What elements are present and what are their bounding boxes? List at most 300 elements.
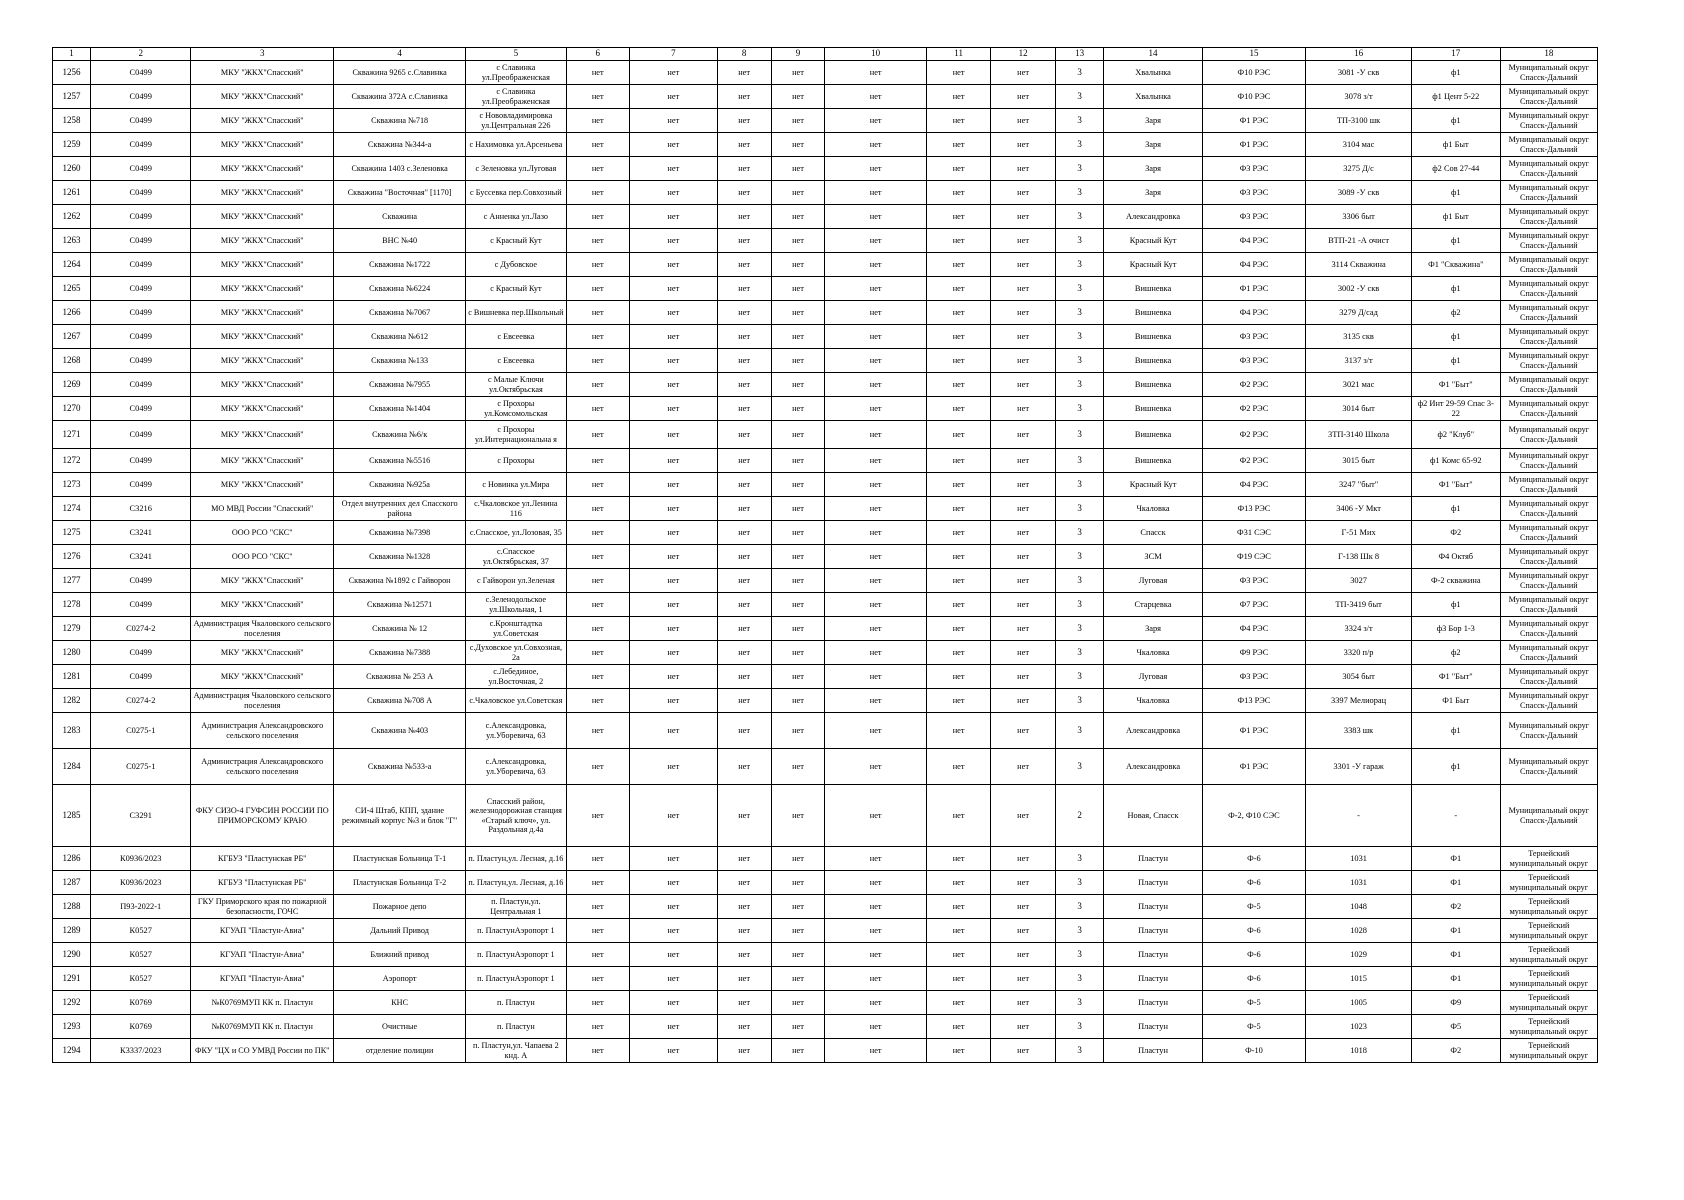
table-cell: ЗСМ	[1104, 545, 1202, 569]
table-cell: нет	[629, 689, 717, 713]
table-cell: Муниципальный округ Спасск-Дальний	[1500, 109, 1597, 133]
table-cell: 3	[1055, 847, 1104, 871]
table-cell: Муниципальный округ Спасск-Дальний	[1500, 749, 1597, 785]
table-cell: нет	[629, 521, 717, 545]
table-row	[53, 1039, 1598, 1063]
table-cell: Вишневка	[1104, 397, 1202, 421]
table-cell: 3	[1055, 109, 1104, 133]
table-cell: 3027	[1306, 569, 1412, 593]
table-cell: Ближний привод	[334, 943, 466, 967]
table-cell: нет	[926, 895, 990, 919]
table-cell: нет	[717, 593, 771, 617]
table-cell: нет	[825, 617, 926, 641]
table-cell: нет	[926, 61, 990, 85]
table-cell: нет	[629, 569, 717, 593]
table-cell: Скважина №708 А	[334, 689, 466, 713]
table-cell: Администрация Чкаловского сельского поселения	[191, 689, 334, 713]
table-cell: 3	[1055, 545, 1104, 569]
table-cell: нет	[566, 325, 629, 349]
table-row	[53, 665, 1598, 689]
table-cell: нет	[771, 301, 825, 325]
table-cell: 1275	[53, 521, 91, 545]
table-cell: К0527	[91, 919, 191, 943]
column-header: 14	[1104, 48, 1202, 61]
table-cell: с Буссевка пер.Совхозный	[466, 181, 566, 205]
table-cell: Муниципальный округ Спасск-Дальний	[1500, 713, 1597, 749]
table-body	[53, 61, 1598, 1063]
table-cell: ф2 Инт 29-59 Спас 3-22	[1411, 397, 1500, 421]
table-cell: нет	[825, 943, 926, 967]
table-cell: 1005	[1306, 991, 1412, 1015]
table-cell: 1267	[53, 325, 91, 349]
table-cell: нет	[991, 421, 1055, 449]
table-cell: нет	[825, 1015, 926, 1039]
table-cell: 3301 -У гараж	[1306, 749, 1412, 785]
table-cell: 3	[1055, 1039, 1104, 1063]
table-cell: Пластун	[1104, 1015, 1202, 1039]
table-cell: нет	[825, 61, 926, 85]
table-cell: Ф31 СЭС	[1202, 521, 1306, 545]
table-cell: нет	[991, 545, 1055, 569]
table-cell: п. Пластун,ул. Лесная, д.16	[466, 847, 566, 871]
table-cell: 3	[1055, 349, 1104, 373]
table-row	[53, 545, 1598, 569]
table-row	[53, 229, 1598, 253]
table-cell: 3014 быт	[1306, 397, 1412, 421]
table-cell: нет	[991, 593, 1055, 617]
table-cell: 3324 з/т	[1306, 617, 1412, 641]
column-header: 9	[771, 48, 825, 61]
table-cell: нет	[717, 713, 771, 749]
table-cell: с Гайворон ул.Зеленая	[466, 569, 566, 593]
table-cell: -	[1306, 785, 1412, 847]
table-cell: нет	[566, 449, 629, 473]
table-cell: 1015	[1306, 967, 1412, 991]
table-cell: Пластунская Больница Т-2	[334, 871, 466, 895]
table-cell: нет	[991, 895, 1055, 919]
table-cell: нет	[926, 665, 990, 689]
table-cell: КГУАП "Пластун-Авиа"	[191, 967, 334, 991]
table-cell: нет	[629, 1039, 717, 1063]
table-cell: нет	[926, 325, 990, 349]
table-cell: нет	[771, 1039, 825, 1063]
table-cell: Дальний Привод	[334, 919, 466, 943]
table-cell: 1269	[53, 373, 91, 397]
table-cell: нет	[629, 919, 717, 943]
document-sheet	[52, 47, 1598, 1063]
table-cell: нет	[771, 617, 825, 641]
table-cell: нет	[825, 1039, 926, 1063]
table-cell: Скважина №7388	[334, 641, 466, 665]
table-cell: 3406 -У Мкт	[1306, 497, 1412, 521]
table-cell: нет	[991, 133, 1055, 157]
table-cell: Ф4 РЭС	[1202, 253, 1306, 277]
table-cell: нет	[926, 473, 990, 497]
table-cell: нет	[825, 871, 926, 895]
table-cell: с Славинка ул.Преображенская	[466, 85, 566, 109]
table-cell: нет	[629, 497, 717, 521]
table-cell: п. ПластунАэропорт 1	[466, 919, 566, 943]
table-cell: с.Кронштадтка ул.Советская	[466, 617, 566, 641]
table-cell: нет	[771, 641, 825, 665]
table-cell: нет	[629, 749, 717, 785]
table-cell: Скважина №7955	[334, 373, 466, 397]
table-cell: нет	[717, 545, 771, 569]
table-cell: 3	[1055, 61, 1104, 85]
table-cell: нет	[926, 919, 990, 943]
table-cell: нет	[926, 569, 990, 593]
table-cell: нет	[771, 1015, 825, 1039]
table-cell: 1273	[53, 473, 91, 497]
table-cell: Ф13 РЭС	[1202, 689, 1306, 713]
table-cell: нет	[991, 473, 1055, 497]
table-cell: нет	[771, 473, 825, 497]
table-cell: нет	[926, 421, 990, 449]
table-cell: нет	[926, 749, 990, 785]
table-cell: Муниципальный округ Спасск-Дальний	[1500, 665, 1597, 689]
table-cell: Ф4 РЭС	[1202, 229, 1306, 253]
table-cell: Ф3 РЭС	[1202, 181, 1306, 205]
column-header: 18	[1500, 48, 1597, 61]
table-cell: нет	[629, 785, 717, 847]
table-cell: Муниципальный округ Спасск-Дальний	[1500, 473, 1597, 497]
table-row	[53, 421, 1598, 449]
table-cell: 3021 мас	[1306, 373, 1412, 397]
table-cell: 3015 быт	[1306, 449, 1412, 473]
table-cell: Ф4 Октяб	[1411, 545, 1500, 569]
table-cell: нет	[926, 943, 990, 967]
table-cell: 3081 -У скв	[1306, 61, 1412, 85]
table-row	[53, 593, 1598, 617]
table-cell: МКУ "ЖКХ"Спасский"	[191, 277, 334, 301]
table-cell: нет	[629, 895, 717, 919]
table-cell: ф2	[1411, 641, 1500, 665]
table-cell: Тернейский муниципальный округ	[1500, 991, 1597, 1015]
table-cell: Ф3 РЭС	[1202, 325, 1306, 349]
table-cell: С0499	[91, 473, 191, 497]
table-cell: Ф9	[1411, 991, 1500, 1015]
table-cell: Ф-6	[1202, 847, 1306, 871]
table-cell: 1260	[53, 157, 91, 181]
table-cell: нет	[717, 277, 771, 301]
table-cell: нет	[717, 521, 771, 545]
table-cell: Чкаловка	[1104, 641, 1202, 665]
table-cell: Ф1 РЭС	[1202, 133, 1306, 157]
table-cell: нет	[771, 325, 825, 349]
table-cell: нет	[629, 617, 717, 641]
table-cell: нет	[566, 569, 629, 593]
table-row	[53, 967, 1598, 991]
table-cell: нет	[825, 325, 926, 349]
table-cell: Скважина №1892 с Гайворон	[334, 569, 466, 593]
table-cell: Пластун	[1104, 967, 1202, 991]
table-cell: нет	[926, 229, 990, 253]
table-cell: нет	[825, 641, 926, 665]
table-row	[53, 895, 1598, 919]
table-cell: нет	[771, 665, 825, 689]
table-cell: Скважина № 12	[334, 617, 466, 641]
table-cell: ФКУ "ЦХ и СО УМВД России по ПК"	[191, 1039, 334, 1063]
table-cell: МКУ "ЖКХ"Спасский"	[191, 181, 334, 205]
table-cell: ВНС №40	[334, 229, 466, 253]
table-cell: нет	[825, 847, 926, 871]
data-table	[52, 47, 1598, 1063]
table-cell: С0499	[91, 421, 191, 449]
table-cell: 3320 п/р	[1306, 641, 1412, 665]
table-cell: ф3 Бор 1-3	[1411, 617, 1500, 641]
table-cell: нет	[629, 421, 717, 449]
table-cell: нет	[926, 545, 990, 569]
table-cell: Ф4 РЭС	[1202, 473, 1306, 497]
table-cell: нет	[926, 373, 990, 397]
table-cell: нет	[926, 967, 990, 991]
column-header: 17	[1411, 48, 1500, 61]
table-row	[53, 61, 1598, 85]
table-cell: Старцевка	[1104, 593, 1202, 617]
table-cell: нет	[566, 689, 629, 713]
table-cell: нет	[926, 397, 990, 421]
table-cell: нет	[771, 545, 825, 569]
table-cell: ф1	[1411, 109, 1500, 133]
table-cell: Вишневка	[1104, 325, 1202, 349]
table-cell: 3	[1055, 229, 1104, 253]
table-cell: нет	[991, 301, 1055, 325]
table-cell: нет	[926, 521, 990, 545]
table-cell: Ф1 РЭС	[1202, 277, 1306, 301]
table-cell: С0499	[91, 229, 191, 253]
table-cell: с Нахимовка ул.Арсеньева	[466, 133, 566, 157]
table-cell: нет	[825, 229, 926, 253]
table-cell: нет	[991, 325, 1055, 349]
table-cell: С0499	[91, 133, 191, 157]
table-cell: нет	[991, 713, 1055, 749]
table-cell: с Евсеевка	[466, 349, 566, 373]
column-header: 13	[1055, 48, 1104, 61]
table-cell: ф2 "Клуб"	[1411, 421, 1500, 449]
table-cell: К0769	[91, 991, 191, 1015]
table-cell: 3	[1055, 617, 1104, 641]
table-cell: 3	[1055, 991, 1104, 1015]
table-cell: 1265	[53, 277, 91, 301]
table-cell: 1264	[53, 253, 91, 277]
table-cell: Пластун	[1104, 943, 1202, 967]
table-row	[53, 449, 1598, 473]
table-cell: С0499	[91, 109, 191, 133]
table-cell: п. ПластунАэропорт 1	[466, 967, 566, 991]
table-cell: Ф1 РЭС	[1202, 713, 1306, 749]
table-cell: С3241	[91, 545, 191, 569]
table-cell: 1285	[53, 785, 91, 847]
table-cell: нет	[629, 325, 717, 349]
table-row	[53, 617, 1598, 641]
table-cell: нет	[566, 895, 629, 919]
table-cell: 3279 Д/сад	[1306, 301, 1412, 325]
table-cell: с Зеленовка ул.Луговая	[466, 157, 566, 181]
table-cell: нет	[566, 967, 629, 991]
table-cell: МКУ "ЖКХ"Спасский"	[191, 421, 334, 449]
table-cell: МКУ "ЖКХ"Спасский"	[191, 349, 334, 373]
table-cell: 1028	[1306, 919, 1412, 943]
table-row	[53, 325, 1598, 349]
table-cell: Ф-5	[1202, 895, 1306, 919]
table-cell: нет	[926, 1015, 990, 1039]
table-cell: Скважина 1403 с.Зеленовка	[334, 157, 466, 181]
table-cell: Ф10 РЭС	[1202, 61, 1306, 85]
table-cell: нет	[717, 871, 771, 895]
table-cell: нет	[717, 253, 771, 277]
table-row	[53, 133, 1598, 157]
table-cell: нет	[991, 919, 1055, 943]
table-cell: нет	[825, 713, 926, 749]
table-cell: Вишневка	[1104, 449, 1202, 473]
table-cell: 3397 Мелиорац	[1306, 689, 1412, 713]
table-row	[53, 157, 1598, 181]
table-cell: 1271	[53, 421, 91, 449]
table-cell: Муниципальный округ Спасск-Дальний	[1500, 397, 1597, 421]
table-cell: нет	[566, 847, 629, 871]
table-cell: нет	[825, 397, 926, 421]
table-cell: Муниципальный округ Спасск-Дальний	[1500, 545, 1597, 569]
table-cell: нет	[771, 349, 825, 373]
table-cell: нет	[991, 373, 1055, 397]
table-cell: 3	[1055, 521, 1104, 545]
table-row	[53, 301, 1598, 325]
table-cell: 3	[1055, 421, 1104, 449]
table-cell: нет	[926, 641, 990, 665]
table-cell: Ф1 "Скважина"	[1411, 253, 1500, 277]
table-cell: ООО РСО "СКС"	[191, 545, 334, 569]
table-cell: С0274-2	[91, 689, 191, 713]
table-cell: нет	[926, 617, 990, 641]
table-cell: С0499	[91, 641, 191, 665]
table-cell: Александровка	[1104, 205, 1202, 229]
table-cell: Ф2 РЭС	[1202, 421, 1306, 449]
table-cell: Ф2	[1411, 895, 1500, 919]
table-cell: нет	[717, 1039, 771, 1063]
table-cell: нет	[629, 229, 717, 253]
table-cell: нет	[771, 919, 825, 943]
table-cell: ф1	[1411, 277, 1500, 301]
table-cell: Скважина №925а	[334, 473, 466, 497]
table-cell: нет	[991, 641, 1055, 665]
table-cell: нет	[771, 991, 825, 1015]
table-cell: К3337/2023	[91, 1039, 191, 1063]
table-cell: нет	[717, 497, 771, 521]
table-cell: МКУ "ЖКХ"Спасский"	[191, 229, 334, 253]
table-cell: 3	[1055, 749, 1104, 785]
table-cell: нет	[771, 943, 825, 967]
table-cell: С0274-2	[91, 617, 191, 641]
table-cell: Вишневка	[1104, 301, 1202, 325]
table-cell: 1284	[53, 749, 91, 785]
table-cell: Скважина №1404	[334, 397, 466, 421]
table-row	[53, 497, 1598, 521]
table-cell: нет	[926, 349, 990, 373]
table-cell: нет	[991, 749, 1055, 785]
table-cell: Ф2 РЭС	[1202, 449, 1306, 473]
table-cell: нет	[771, 497, 825, 521]
table-cell: Ф7 РЭС	[1202, 593, 1306, 617]
table-row	[53, 205, 1598, 229]
table-cell: нет	[629, 665, 717, 689]
table-cell: п. ПластунАэропорт 1	[466, 943, 566, 967]
column-header: 10	[825, 48, 926, 61]
table-cell: с Малые Ключи ул.Октябрьская	[466, 373, 566, 397]
table-cell: ф1 Комс 65-92	[1411, 449, 1500, 473]
table-cell: нет	[771, 449, 825, 473]
table-cell: нет	[926, 133, 990, 157]
table-cell: Ф1	[1411, 943, 1500, 967]
table-cell: нет	[771, 277, 825, 301]
table-cell: Скважина №1722	[334, 253, 466, 277]
table-cell: Красный Кут	[1104, 473, 1202, 497]
column-header: 8	[717, 48, 771, 61]
table-cell: Луговая	[1104, 569, 1202, 593]
table-row	[53, 181, 1598, 205]
table-cell: МКУ "ЖКХ"Спасский"	[191, 61, 334, 85]
table-cell: нет	[629, 943, 717, 967]
table-cell: 3	[1055, 449, 1104, 473]
table-cell: нет	[629, 181, 717, 205]
table-cell: 1289	[53, 919, 91, 943]
table-cell: 1281	[53, 665, 91, 689]
table-cell: 1292	[53, 991, 91, 1015]
table-cell: нет	[771, 157, 825, 181]
table-cell: нет	[926, 253, 990, 277]
table-cell: С3216	[91, 497, 191, 521]
table-cell: 1263	[53, 229, 91, 253]
table-cell: Скважина №612	[334, 325, 466, 349]
table-cell: МКУ "ЖКХ"Спасский"	[191, 665, 334, 689]
table-cell: П93-2022-1	[91, 895, 191, 919]
table-cell: нет	[991, 689, 1055, 713]
table-cell: нет	[825, 545, 926, 569]
table-cell: Ф-6	[1202, 967, 1306, 991]
table-cell: нет	[717, 749, 771, 785]
table-cell: Ф-5	[1202, 991, 1306, 1015]
table-cell: Скважина №403	[334, 713, 466, 749]
table-cell: ТП-3100 шк	[1306, 109, 1412, 133]
table-cell: Ф10 РЭС	[1202, 85, 1306, 109]
table-cell: нет	[825, 85, 926, 109]
table-cell: нет	[629, 473, 717, 497]
table-cell: 1266	[53, 301, 91, 325]
table-cell: нет	[771, 593, 825, 617]
table-cell: Скважина №12571	[334, 593, 466, 617]
table-cell: нет	[566, 665, 629, 689]
table-cell: Муниципальный округ Спасск-Дальний	[1500, 133, 1597, 157]
table-cell: Ф1 РЭС	[1202, 109, 1306, 133]
table-cell: нет	[629, 397, 717, 421]
column-header: 2	[91, 48, 191, 61]
table-cell: Муниципальный округ Спасск-Дальний	[1500, 617, 1597, 641]
table-row	[53, 641, 1598, 665]
table-cell: с.Александровка, ул.Уборевича, 63	[466, 713, 566, 749]
table-cell: ТП-3419 быт	[1306, 593, 1412, 617]
table-cell: 1276	[53, 545, 91, 569]
table-cell: нет	[629, 109, 717, 133]
table-cell: п. Пластун	[466, 1015, 566, 1039]
table-cell: Ф2 РЭС	[1202, 397, 1306, 421]
table-cell: 3	[1055, 689, 1104, 713]
table-cell: нет	[717, 967, 771, 991]
table-cell: нет	[717, 373, 771, 397]
table-cell: нет	[771, 871, 825, 895]
table-cell: Скважина 372А с.Славинка	[334, 85, 466, 109]
table-cell: нет	[566, 301, 629, 325]
table-cell: нет	[717, 785, 771, 847]
table-cell: Муниципальный округ Спасск-Дальний	[1500, 253, 1597, 277]
